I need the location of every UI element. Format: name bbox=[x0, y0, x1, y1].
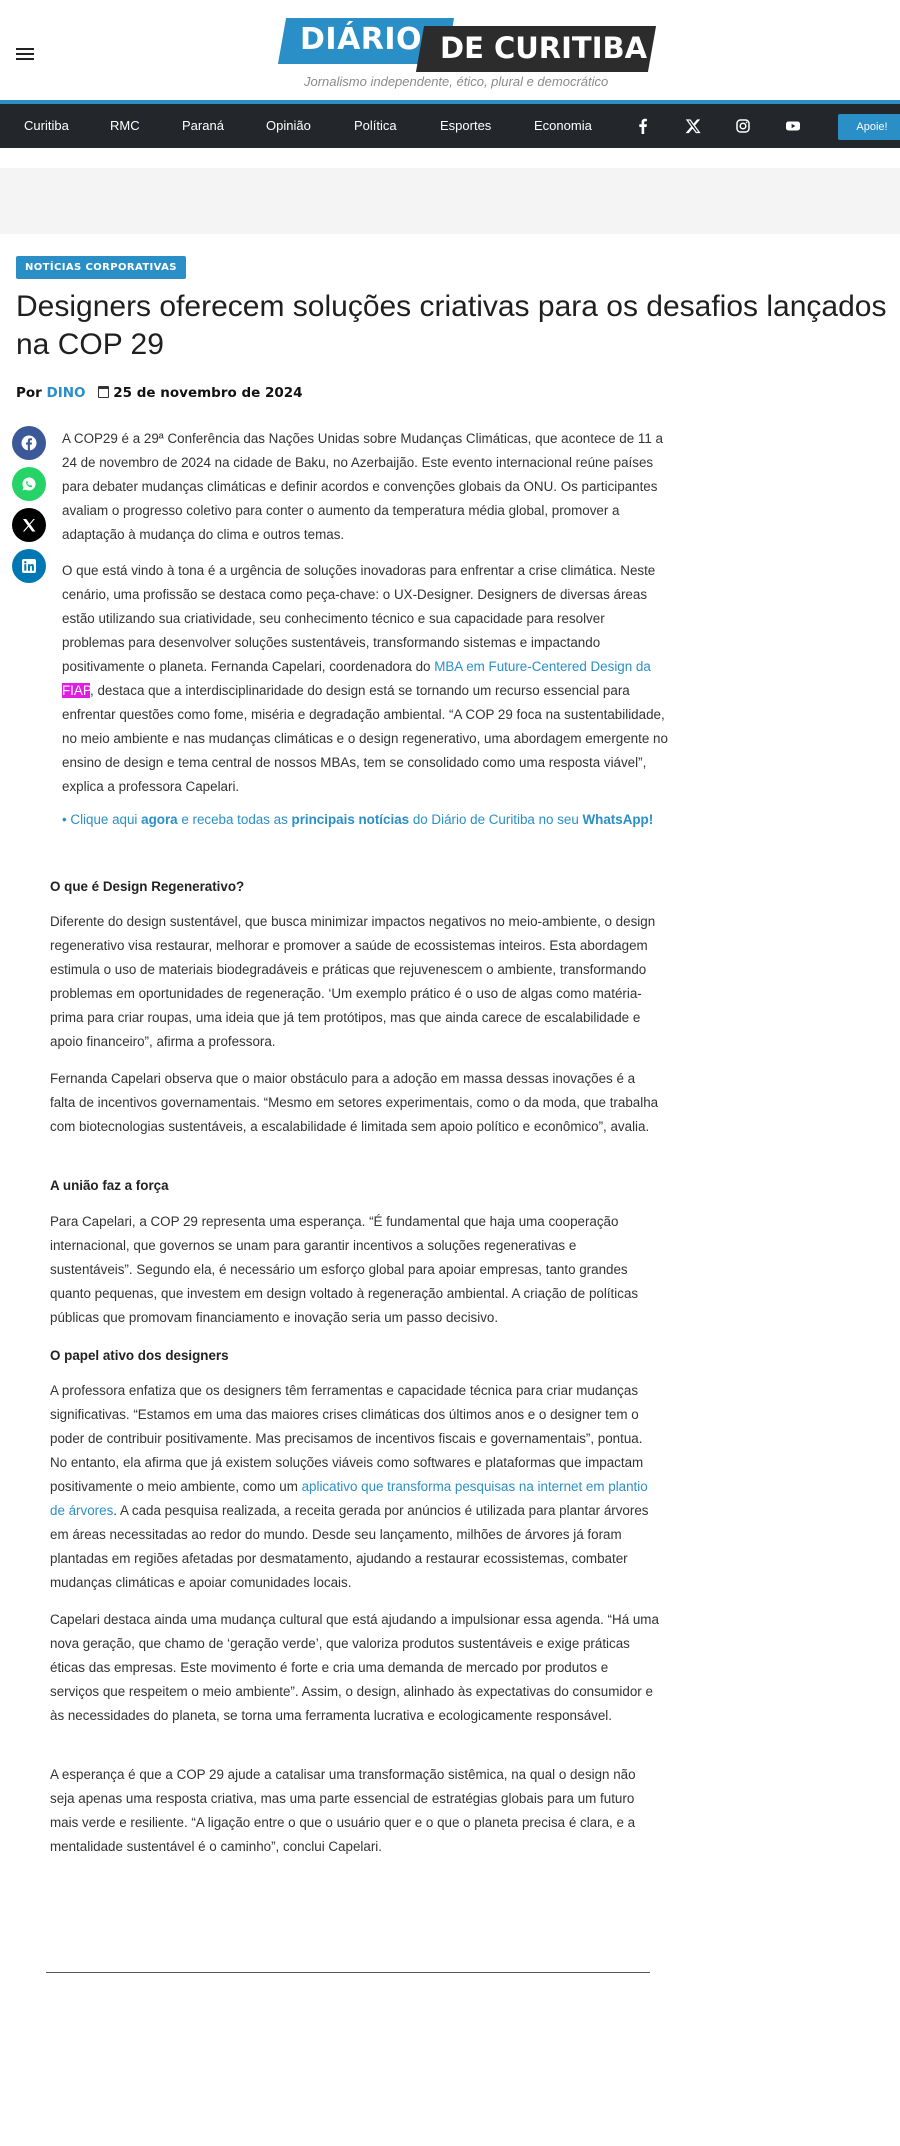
logo-text-curitiba: DE CURITIBA bbox=[440, 31, 648, 65]
article-paragraph-6 bbox=[50, 1379, 660, 1595]
facebook-icon bbox=[21, 435, 37, 451]
share-whatsapp-button[interactable] bbox=[12, 467, 46, 501]
article-paragraph-7: Capelari destaca ainda uma mudança cultural que está ajudando a impulsionar essa agenda. “Há uma nova geração, que chamo de ‘geração verde’, que valoriza produtos sustentáveis e exige práticas éticas das empresas. Este movimento é forte e cria uma demanda de mercado por produtos e serviços que respeitem o meio ambiente”. Assim, o design, alinhado às expectativas do consumidor e às necessidades do planeta, se torna uma ferramenta lucrativa e ecologicamente responsável. bbox=[50, 1612, 659, 1723]
nav-item-economia[interactable]: Economia bbox=[534, 118, 592, 133]
publish-date: 25 de novembro de 2024 bbox=[113, 385, 303, 401]
calendar-icon bbox=[98, 386, 109, 398]
article-paragraph-8: A esperança é que a COP 29 ajude a catalisar uma transformação sistêmica, na qual o design não seja apenas uma resposta criativa, mas uma parte essencial de estratégias globais para um futuro mais verde e resiliente. “A ligação entre o que o usuário quer e o que o planeta precisa é clara, e a mentalidade sustentável é o caminho”, conclui Capelari. bbox=[50, 1767, 636, 1854]
article-paragraph-5: Para Capelari, a COP 29 representa uma esperança. “É fundamental que haja uma cooperação internacional, que governos se unam para garantir incentivos a soluções regenerativas e sustentáveis”. Segundo ela, é necessário um esforço global para apoiar empresas, tanto grandes quanto pequenas, que investem em design voltado à regeneração ambiental. A criação de políticas públicas que promovam financiamento e inovação seria um passo decisivo. bbox=[50, 1214, 639, 1325]
byline bbox=[16, 385, 303, 401]
cta-text-5: do Diário de Curitiba no seu bbox=[409, 812, 583, 827]
nav-item-rmc[interactable]: RMC bbox=[110, 118, 140, 133]
x-icon[interactable] bbox=[685, 118, 701, 134]
ad-placeholder bbox=[0, 168, 900, 234]
cta-text-1: • Clique aqui bbox=[62, 812, 142, 827]
section-heading-3: O papel ativo dos designers bbox=[50, 1348, 229, 1363]
byline-prefix: Por bbox=[16, 385, 42, 401]
x-icon bbox=[21, 517, 37, 533]
youtube-icon[interactable] bbox=[785, 118, 801, 134]
fiap-link-highlighted[interactable]: FIAP bbox=[62, 683, 91, 698]
logo-text-diario: DIÁRIO bbox=[300, 22, 423, 57]
site-tagline: Jornalismo independente, ético, plural e democrático bbox=[304, 74, 609, 89]
article-paragraph-3: Diferente do design sustentável, que busca minimizar impactos negativos no meio-ambiente, o design regenerativo visa restaurar, melhorar e promover a saúde de ecossistemas inteiros. Esta abordagem estimula o uso de materiais biodegradáveis e práticas que rejuvenescem o ambiente, transformando problemas em oportunidades de regeneração. ‘Um exemplo prático é o uso de algas como matéria-prima para criar roupas, uma ideia que já tem protótipos, mas que ainda carece de escalabilidade e apoio financeiro”, afirma a professora. bbox=[50, 914, 656, 1049]
linkedin-icon bbox=[21, 558, 37, 574]
main-nav bbox=[0, 104, 900, 148]
instagram-icon[interactable] bbox=[735, 118, 751, 134]
article-paragraph-1: A COP29 é a 29ª Conferência das Nações Unidas sobre Mudanças Climáticas, que acontece de 11 a 24 de novembro de 2024 na cidade de Baku, no Azerbaijão. Este evento internacional reúne países para debater mudanças climáticas e definir acordos e convenções globais da ONU. Os participantes avaliam o progresso coletivo para conter o aumento da temperatura média global, promover a adaptação à mudança do clima e outros temas. bbox=[62, 431, 663, 542]
article-paragraph-4: Fernanda Capelari observa que o maior obstáculo para a adoção em massa dessas inovações é a falta de incentivos governamentais. “Mesmo em setores experimentais, como o da moda, que trabalha com biotecnologias sustentáveis, a escalabilidade é limitada sem apoio político e econômico”, avalia. bbox=[50, 1071, 659, 1134]
cta-text-2: agora bbox=[141, 812, 178, 827]
nav-item-opiniao[interactable]: Opinião bbox=[266, 118, 311, 133]
share-linkedin-button[interactable] bbox=[12, 549, 46, 583]
paragraph-2-text-b: , destaca que a interdisciplinaridade do design está se tornando um recurso essencial para enfrentar questões como fome, miséria e degradação ambiental. “A COP 29 foca na sustentabilidade, no meio ambiente e nas mudanças climáticas e o design regenerativo, uma abordagem emergente no ensino de design e tema central de nossos MBAs, tem se consolidado como uma resposta viável”, explica a professora Capelari. bbox=[62, 683, 668, 794]
tree-planting-app-link[interactable]: aplicativo que transforma pesquisas na internet em plantio de árvores bbox=[50, 1479, 648, 1518]
nav-item-curitiba[interactable]: Curitiba bbox=[24, 118, 69, 133]
nav-item-esportes[interactable]: Esportes bbox=[440, 118, 492, 133]
cta-text-3: e receba todas as bbox=[177, 812, 292, 827]
paragraph-2-text-a: O que está vindo à tona é a urgência de soluções inovadoras para enfrentar a crise climática. Neste cenário, uma profissão se destaca como peça-chave: o UX-Designer. Designers de diversas áreas estão utilizando sua criatividade, seu conhecimento técnico e sua capacidade para resolver problemas para desenvolver soluções sustentáveis, transformando sistemas e impactando positivamente o planeta. Fernanda Capelari, coordenadora do bbox=[62, 563, 656, 674]
support-button[interactable]: Apoie! bbox=[838, 114, 900, 140]
whatsapp-icon bbox=[21, 476, 37, 492]
nav-item-parana[interactable]: Paraná bbox=[182, 118, 224, 133]
category-badge[interactable]: NOTÍCIAS CORPORATIVAS bbox=[16, 256, 186, 279]
section-heading-2: A união faz a força bbox=[50, 1178, 169, 1193]
site-logo[interactable] bbox=[280, 18, 660, 90]
paragraph-6-text-b: . A cada pesquisa realizada, a receita gerada por anúncios é utilizada para plantar árvores em áreas necessitadas ao redor do mundo. Desde seu lançamento, milhões de árvores já foram plantadas em regiões afetadas por desmatamento, ajudando a restaurar ecossistemas, combater mudanças climáticas e apoiar comunidades locais. bbox=[50, 1503, 649, 1590]
cta-text-4: principais notícias bbox=[291, 812, 410, 827]
share-x-button[interactable] bbox=[12, 508, 46, 542]
whatsapp-cta-link[interactable] bbox=[62, 812, 653, 827]
facebook-icon[interactable] bbox=[635, 118, 651, 134]
article-paragraph-2 bbox=[62, 559, 670, 799]
mba-link[interactable]: MBA em Future-Centered Design da bbox=[434, 659, 651, 674]
menu-icon[interactable] bbox=[16, 48, 34, 62]
paragraph-6-text-a: A professora enfatiza que os designers têm ferramentas e capacidade técnica para criar mudanças significativas. “Estamos em uma das maiores crises climáticas dos últimos anos e o designer tem o poder de contribuir positivamente. Mas precisamos de incentivos fiscais e governamentais”, pontua. No entanto, ela afirma que já existem soluções viáveis como softwares e plataformas que impactam positivamente o meio ambiente, como um bbox=[50, 1383, 644, 1494]
section-heading-1: O que é Design Regenerativo? bbox=[50, 879, 245, 894]
share-facebook-button[interactable] bbox=[12, 426, 46, 460]
article-title: Designers oferecem soluções criativas para os desafios lançados na COP 29 bbox=[16, 290, 887, 361]
cta-text-6: WhatsApp! bbox=[582, 812, 654, 827]
site-header bbox=[0, 0, 900, 100]
article-end-divider bbox=[46, 1972, 650, 1973]
author-link[interactable]: DINO bbox=[46, 385, 86, 401]
nav-item-politica[interactable]: Política bbox=[354, 118, 397, 133]
